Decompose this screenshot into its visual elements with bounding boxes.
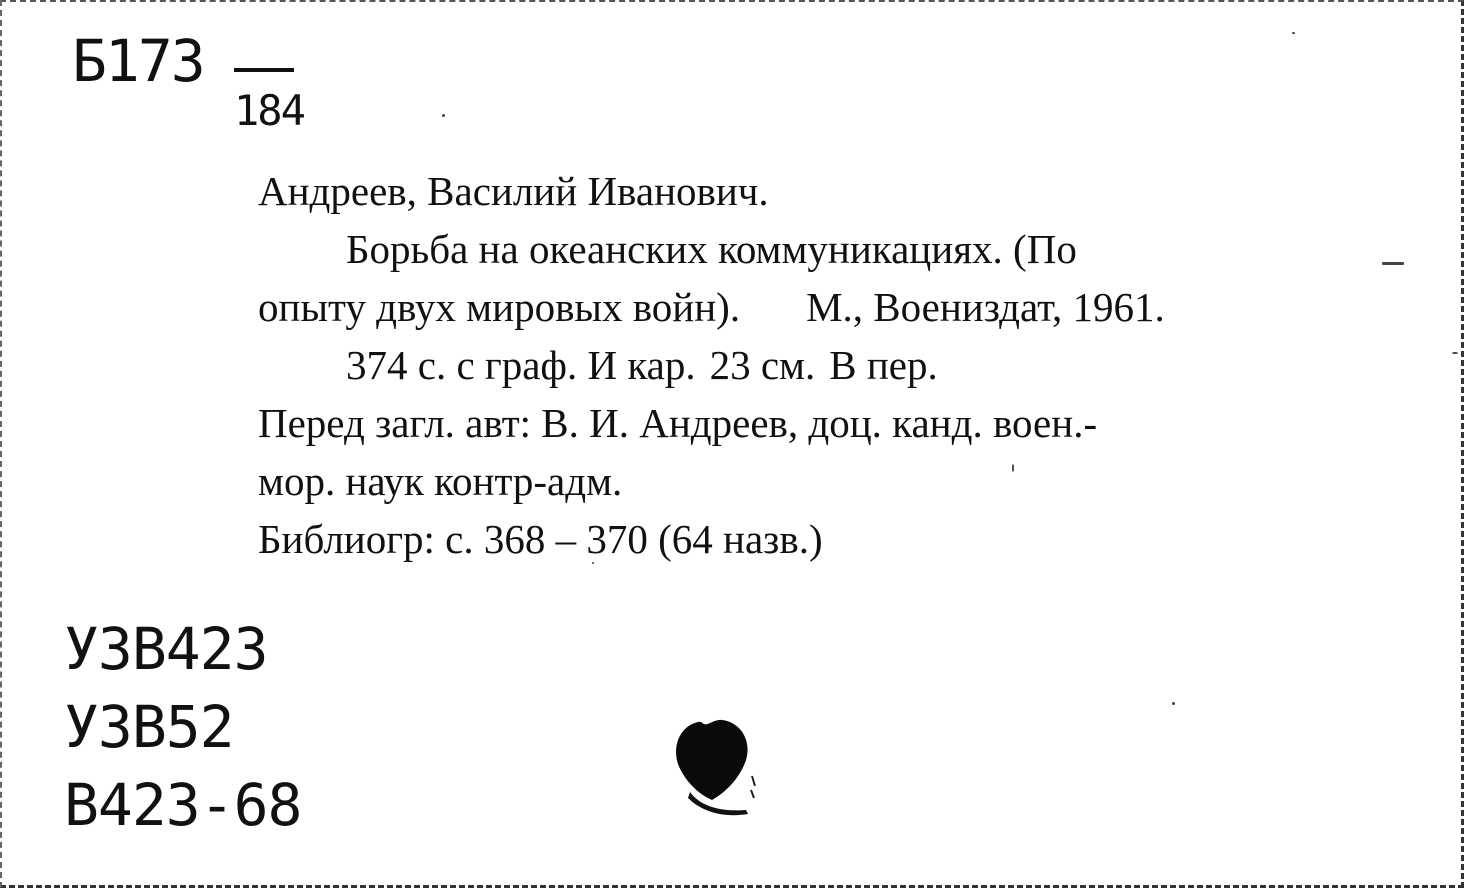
physical-binding: В пер.	[829, 342, 938, 388]
note-line-1: Перед загл. авт: В. И. Андреев, доц. канд. воен.-	[258, 400, 1098, 446]
physical-pages: 374 с. с граф. И кар.	[346, 342, 696, 388]
note-line-2: мор. наук контр-адм.	[258, 458, 623, 504]
punch-hole-blot	[668, 714, 758, 824]
catalog-entry	[258, 162, 1368, 568]
scan-speck	[1012, 464, 1014, 472]
scan-speck	[592, 562, 594, 564]
author-heading: Андреев, Василий Иванович.	[258, 168, 769, 214]
scan-speck	[442, 114, 445, 117]
bibliography-note: Библиогр: с. 368 – 370 (64 назв.)	[258, 516, 823, 562]
classification-code: У3В52	[64, 693, 234, 761]
scan-speck	[1292, 32, 1295, 34]
shelfmark-fraction-line	[234, 68, 294, 72]
shelfmark-sub: 184	[234, 86, 304, 135]
classification-code: В423-68	[64, 771, 302, 839]
classification-codes	[64, 610, 301, 844]
title-line-1: Борьба на океанских коммуникациях. (По	[346, 226, 1077, 272]
shelfmark-main: Б173	[72, 27, 204, 95]
classification-code: У3В423	[64, 615, 268, 683]
scan-speck	[1172, 702, 1175, 705]
physical-size: 23 см.	[709, 342, 816, 388]
physical-description	[258, 336, 1368, 394]
title-publisher-line	[258, 278, 1368, 336]
scan-speck	[1452, 352, 1458, 354]
title-line-2: опыту двух мировых войн).	[258, 284, 741, 330]
publisher: М., Воениздат, 1961.	[806, 284, 1165, 330]
scan-speck	[1382, 262, 1404, 265]
